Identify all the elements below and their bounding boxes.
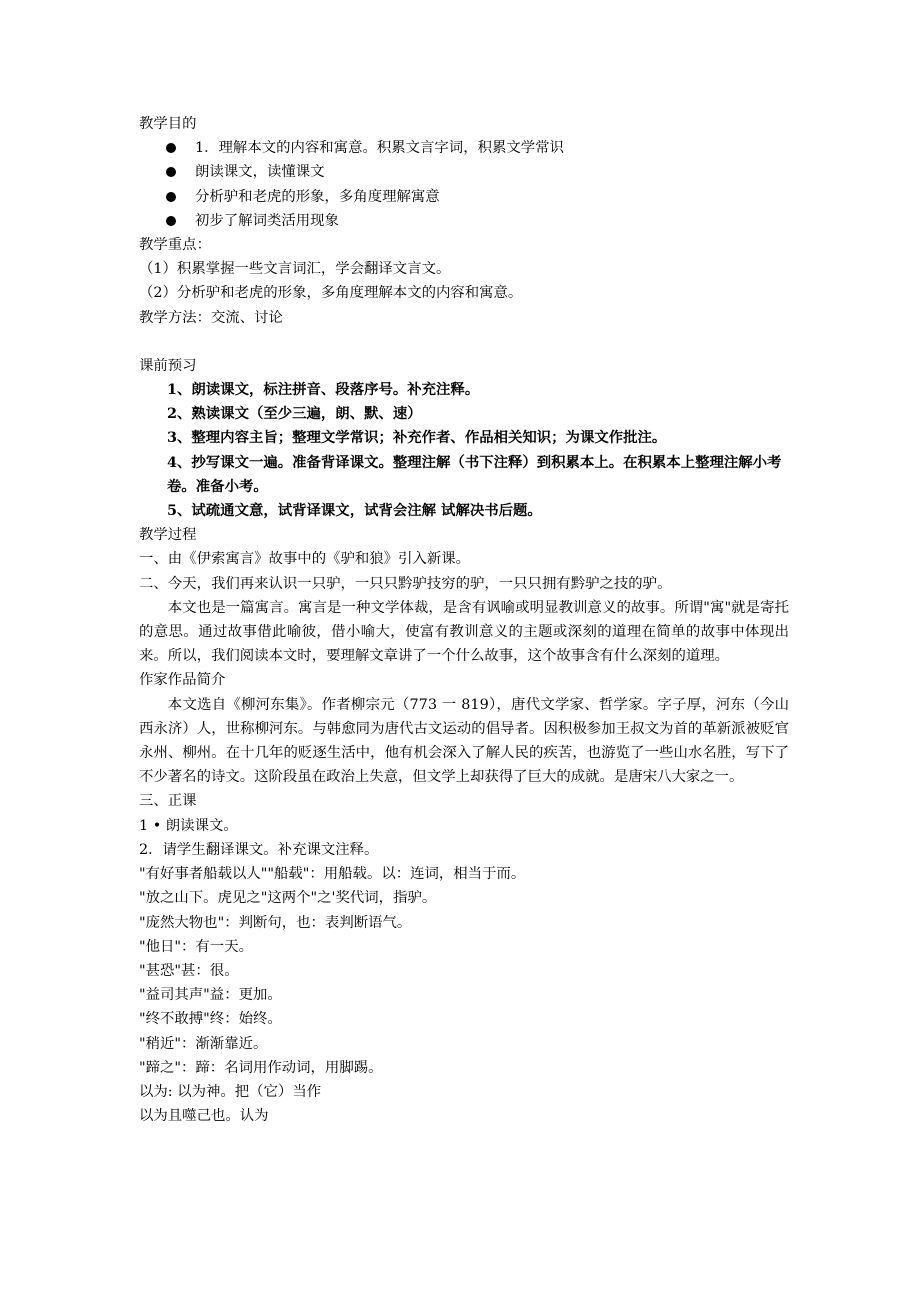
author-heading: 作家作品简介	[139, 672, 226, 689]
list-item: 初步了解词类活用现象	[139, 209, 789, 233]
bullet-icon	[166, 216, 176, 226]
annotation-line: "益司其声"益：更加。	[139, 987, 282, 1004]
preview-item: 4、抄写课文一遍。准备背译课文。整理注解（书下注释）到积累本上。在积累本上整理注解小考卷。准备小考。	[167, 453, 782, 495]
annotation-line: "他日"：有一天。	[139, 938, 253, 955]
process-step: 一、由《伊索寓言》故事中的《驴和狼》引入新课。	[139, 551, 470, 568]
preview-heading: 课前预习	[139, 357, 197, 374]
document-page	[139, 112, 789, 1128]
preview-item: 1、朗读课文，标注拼音、段落序号。补充注释。	[167, 381, 480, 399]
teaching-goals-list	[139, 136, 789, 233]
annotation-line: "终不敢搏"终：始终。	[139, 1011, 282, 1028]
annotation-line: "蹄之"：蹄：名词用作动词，用脚踢。	[139, 1059, 383, 1076]
annotation-line: "有好事者船载以人""船载"：用船载。以：连词，相当于而。	[139, 866, 526, 883]
preview-item: 3、整理内容主旨；整理文学常识；补充作者、作品相关知识；为课文作批注。	[167, 429, 667, 447]
lesson-line: 1 • 朗读课文。	[139, 817, 238, 834]
annotation-line: "庞然大物也"：判断句，也：表判断语气。	[139, 914, 412, 931]
bullet-icon	[166, 167, 176, 177]
preview-item: 5、试疏通文意，试背译课文，试背会注解 试解决书后题。	[167, 502, 542, 520]
bullet-icon	[166, 143, 176, 153]
author-paragraph: 本文选自《柳河东集》。作者柳宗元（773 一 819），唐代文学家、哲学家。字子厚，河东（今山西永济）人，世称柳河东。与韩愈同为唐代古文运动的倡导者。因积极参加王叔文为首的革新派被贬官永州、柳州。在十几年的贬逐生活中，他有机会深入了解人民的疾苦，也游览了一些山水名胜，写下了不少著名的诗文。这阶段虽在政治上失意，但文学上却获得了巨大的成就。是唐宋八大家之一。	[139, 696, 789, 786]
key-point-item: （1）积累掌握一些文言词汇，学会翻译文言文。	[139, 261, 451, 278]
key-point-item: （2）分析驴和老虎的形象，多角度理解本文的内容和寓意。	[139, 285, 523, 302]
list-item: 朗读课文，读懂课文	[139, 160, 789, 184]
process-heading: 教学过程	[139, 527, 197, 544]
process-step: 二、今天，我们再来认识一只驴，一只只黔驴技穷的驴，一只只拥有黔驴之技的驴。	[139, 575, 672, 592]
main-lesson-heading: 三、正课	[139, 793, 197, 810]
preview-list	[139, 378, 789, 523]
annotation-line: "放之山下。虎见之"这两个"之'奖代词，指驴。	[139, 890, 437, 907]
annotation-line: "稍近"：渐渐靠近。	[139, 1035, 268, 1052]
lesson-line: 2．请学生翻译课文。补充课文注释。	[139, 841, 379, 858]
teaching-method: 教学方法：交流、讨论	[139, 309, 283, 326]
teaching-goals-heading: 教学目的	[139, 116, 197, 132]
annotation-line: "甚恐"甚：很。	[139, 962, 239, 979]
fable-paragraph: 本文也是一篇寓言。寓言是一种文学体裁，是含有讽喻或明显教训意义的故事。所谓"寓"就是寄托的意思。通过故事借此喻彼，借小喻大，使富有教训意义的主题或深刻的道理在简单的故事中体现出来。所以，我们阅读本文时，要理解文章讲了一个什么故事，这个故事含有什么深刻的道理。	[139, 599, 789, 665]
spacer	[139, 330, 789, 354]
annotation-line: 以为且噬己也。认为	[139, 1108, 269, 1125]
list-item: 1．理解本文的内容和寓意。积累文言字词，积累文学常识	[139, 136, 789, 160]
bullet-icon	[166, 192, 176, 202]
key-points-heading: 教学重点：	[139, 237, 211, 254]
annotation-line: 以为: 以为神。把（它）当作	[139, 1083, 322, 1100]
list-item: 分析驴和老虎的形象，多角度理解寓意	[139, 185, 789, 209]
preview-item: 2、熟读课文（至少三遍，朗、默、速）	[167, 405, 422, 423]
